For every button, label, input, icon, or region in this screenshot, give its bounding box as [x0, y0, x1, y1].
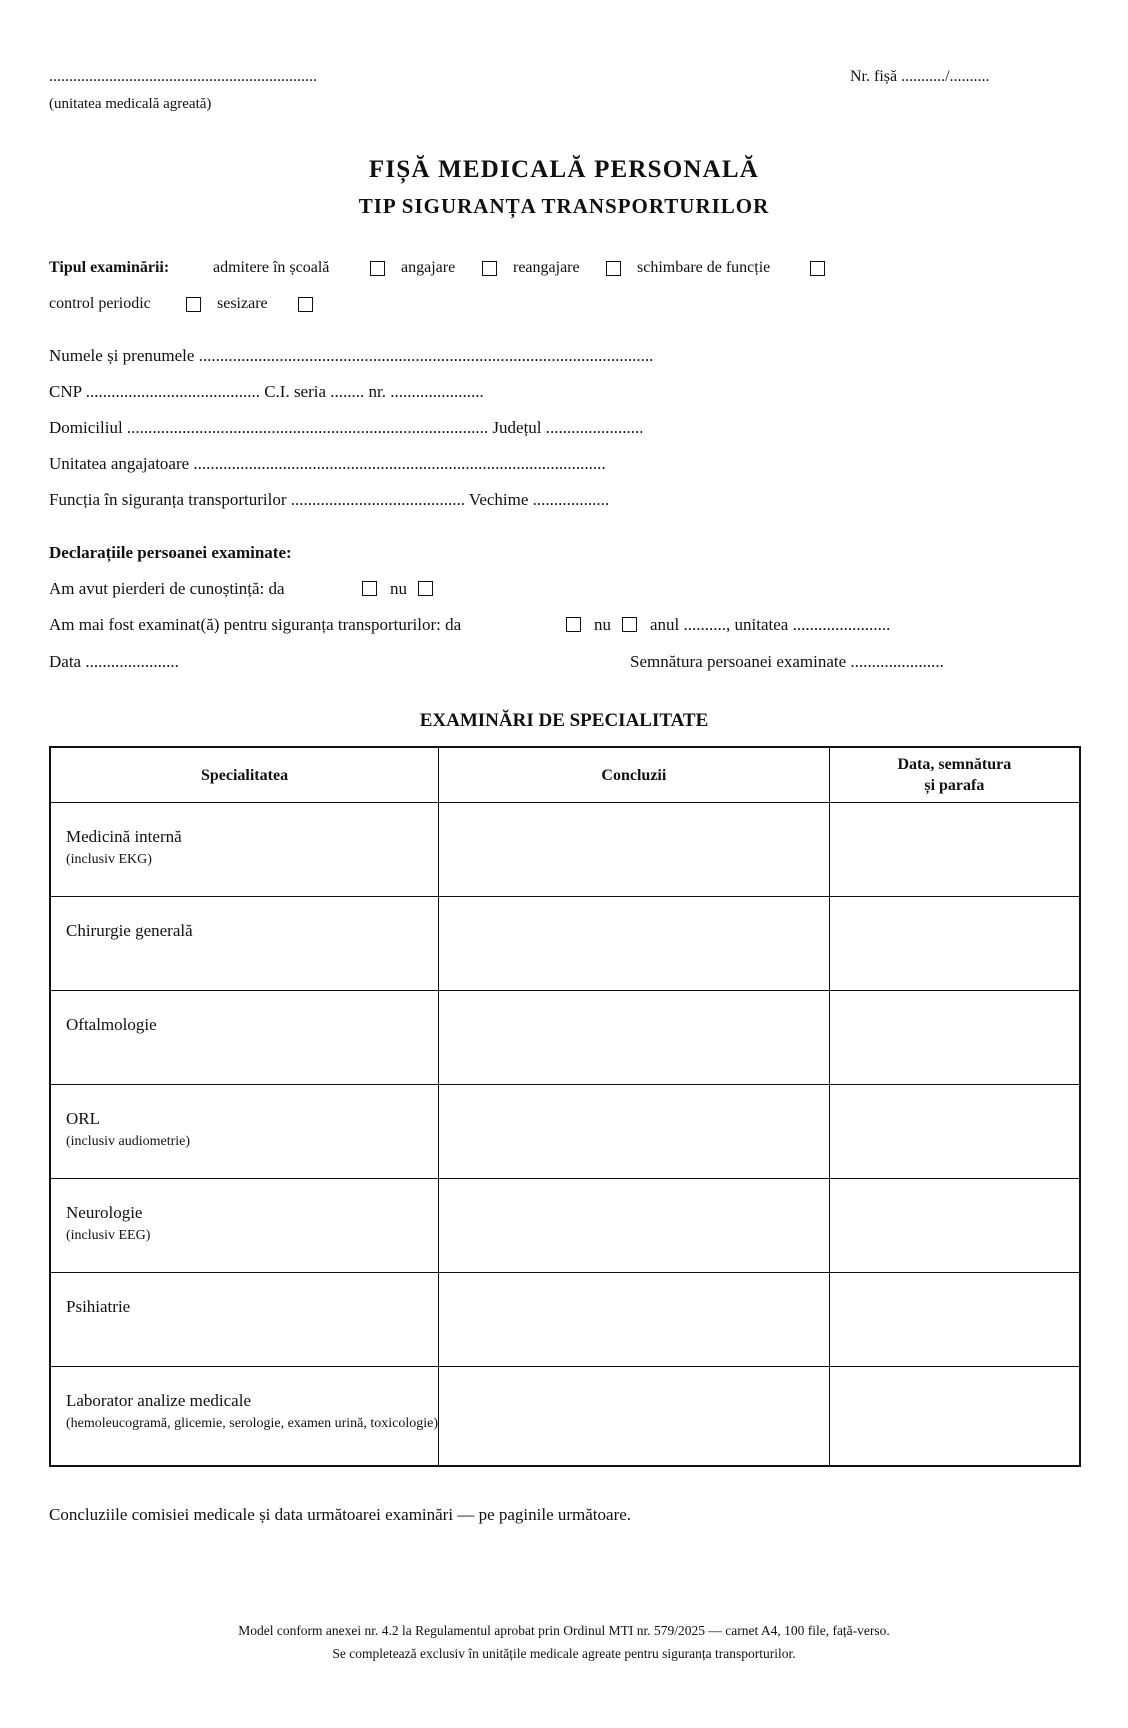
- address-field[interactable]: Domiciliul ..................................................................................... Județul .......................: [49, 418, 644, 437]
- loss-of-consciousness-no-label: nu: [390, 579, 407, 598]
- column-header-date-signature-line1: Data, semnătura: [897, 756, 1012, 773]
- specialty-name: Medicină internă: [66, 827, 182, 846]
- column-header-date-signature-line2: și parafa: [924, 777, 985, 794]
- signature-cell[interactable]: [829, 1085, 1080, 1179]
- exam-type-label: Tipul examinării:: [49, 259, 170, 276]
- column-header-conclusions: Concluzii: [439, 747, 830, 803]
- specialty-note: (inclusiv audiometrie): [66, 1134, 191, 1149]
- signature-cell[interactable]: [829, 1367, 1080, 1467]
- page-title: FIȘĂ MEDICALĂ PERSONALĂ: [368, 156, 760, 183]
- specialty-cell: [50, 991, 439, 1085]
- conclusion-note: Concluziile comisiei medicale și data următoarei examinări — pe paginile următoare.: [49, 1505, 632, 1524]
- table-header-row: [50, 747, 1080, 803]
- table-row: [50, 1273, 1080, 1367]
- medical-unit-label: (unitatea medicală agreată): [49, 96, 212, 112]
- table-row: [50, 1367, 1080, 1467]
- signature-cell[interactable]: [829, 991, 1080, 1085]
- option-complaint-label: sesizare: [217, 295, 268, 312]
- table-row: [50, 1179, 1080, 1273]
- option-hiring-label: angajare: [401, 259, 456, 276]
- option-rehiring-checkbox[interactable]: [606, 261, 621, 276]
- loss-of-consciousness-question: Am avut pierderi de cunoștință: da: [49, 579, 285, 598]
- signature-cell[interactable]: [829, 897, 1080, 991]
- column-header-specialty: Specialitatea: [50, 747, 439, 803]
- specialty-note: (inclusiv EEG): [66, 1228, 151, 1243]
- option-role-change-checkbox[interactable]: [810, 261, 825, 276]
- option-periodic-check-checkbox[interactable]: [186, 297, 201, 312]
- specialty-heading: EXAMINĂRI DE SPECIALITATE: [419, 710, 709, 731]
- file-number: Nr. fișă .........../..........: [850, 68, 990, 85]
- employer-field[interactable]: Unitatea angajatoare .................................................................................................: [49, 454, 606, 473]
- conclusions-cell[interactable]: [439, 803, 830, 897]
- full-name-field[interactable]: Numele și prenumele ...........................................................................................................: [49, 346, 654, 365]
- option-hiring-checkbox[interactable]: [482, 261, 497, 276]
- specialty-cell: [50, 803, 439, 897]
- option-role-change-label: schimbare de funcție: [637, 259, 771, 276]
- previous-exam-no-checkbox[interactable]: [622, 617, 637, 632]
- table-row: [50, 991, 1080, 1085]
- specialty-note: (inclusiv EKG): [66, 852, 152, 867]
- previous-exam-question: Am mai fost examinat(ă) pentru siguranța transporturilor: da: [49, 615, 462, 634]
- option-complaint-checkbox[interactable]: [298, 297, 313, 312]
- date-field[interactable]: Data ......................: [49, 652, 179, 671]
- conclusions-cell[interactable]: [439, 1273, 830, 1367]
- cnp-id-field[interactable]: CNP ......................................... C.I. seria ........ nr. ......................: [49, 382, 484, 401]
- table-row: [50, 1085, 1080, 1179]
- previous-exam-no-label: nu: [594, 615, 611, 634]
- examinee-signature-field[interactable]: Semnătura persoanei examinate ......................: [630, 652, 944, 671]
- footer-usage-note: Se completează exclusiv în unitățile medicale agreate pentru siguranța transporturilor.: [332, 1646, 796, 1661]
- medical-unit-field: ...................................................................: [49, 68, 317, 85]
- loss-of-consciousness-no-checkbox[interactable]: [418, 581, 433, 596]
- option-school-admission-label: admitere în școală: [213, 259, 330, 276]
- loss-of-consciousness-yes-checkbox[interactable]: [362, 581, 377, 596]
- specialty-name: Oftalmologie: [66, 1015, 157, 1034]
- column-header-date-signature: [829, 747, 1080, 803]
- previous-exam-details-field[interactable]: anul .........., unitatea .......................: [650, 615, 891, 634]
- page-subtitle: TIP SIGURANȚA TRANSPORTURILOR: [358, 194, 770, 218]
- option-periodic-check-label: control periodic: [49, 295, 151, 312]
- specialty-note: (hemoleucogramă, glicemie, serologie, examen urină, toxicologie): [66, 1416, 439, 1431]
- specialty-cell: [50, 1273, 439, 1367]
- signature-cell[interactable]: [829, 1179, 1080, 1273]
- signature-cell[interactable]: [829, 1273, 1080, 1367]
- previous-exam-yes-checkbox[interactable]: [566, 617, 581, 632]
- specialty-table: [49, 746, 1081, 1467]
- specialty-name: Chirurgie generală: [66, 921, 193, 940]
- conclusions-cell[interactable]: [439, 1085, 830, 1179]
- footer-model-note: Model conform anexei nr. 4.2 la Regulamentul aprobat prin Ordinul MTI nr. 579/2025 — carnet A4, 100 file, față-verso.: [238, 1623, 890, 1638]
- conclusions-cell[interactable]: [439, 1367, 830, 1467]
- specialty-cell: [50, 897, 439, 991]
- table-row: [50, 803, 1080, 897]
- conclusions-cell[interactable]: [439, 897, 830, 991]
- specialty-cell: [50, 1179, 439, 1273]
- specialty-name: Laborator analize medicale: [66, 1391, 251, 1410]
- option-rehiring-label: reangajare: [513, 259, 580, 276]
- declarations-heading: Declarațiile persoanei examinate:: [49, 543, 292, 562]
- option-school-admission-checkbox[interactable]: [370, 261, 385, 276]
- conclusions-cell[interactable]: [439, 991, 830, 1085]
- position-field[interactable]: Funcția în siguranța transporturilor ......................................... Vechime ..................: [49, 490, 610, 509]
- conclusions-cell[interactable]: [439, 1179, 830, 1273]
- specialty-cell: [50, 1085, 439, 1179]
- specialty-name: Psihiatrie: [66, 1297, 131, 1316]
- specialty-cell: [50, 1367, 439, 1467]
- specialty-name: Neurologie: [66, 1203, 143, 1222]
- table-row: [50, 897, 1080, 991]
- specialty-name: ORL: [66, 1109, 100, 1128]
- signature-cell[interactable]: [829, 803, 1080, 897]
